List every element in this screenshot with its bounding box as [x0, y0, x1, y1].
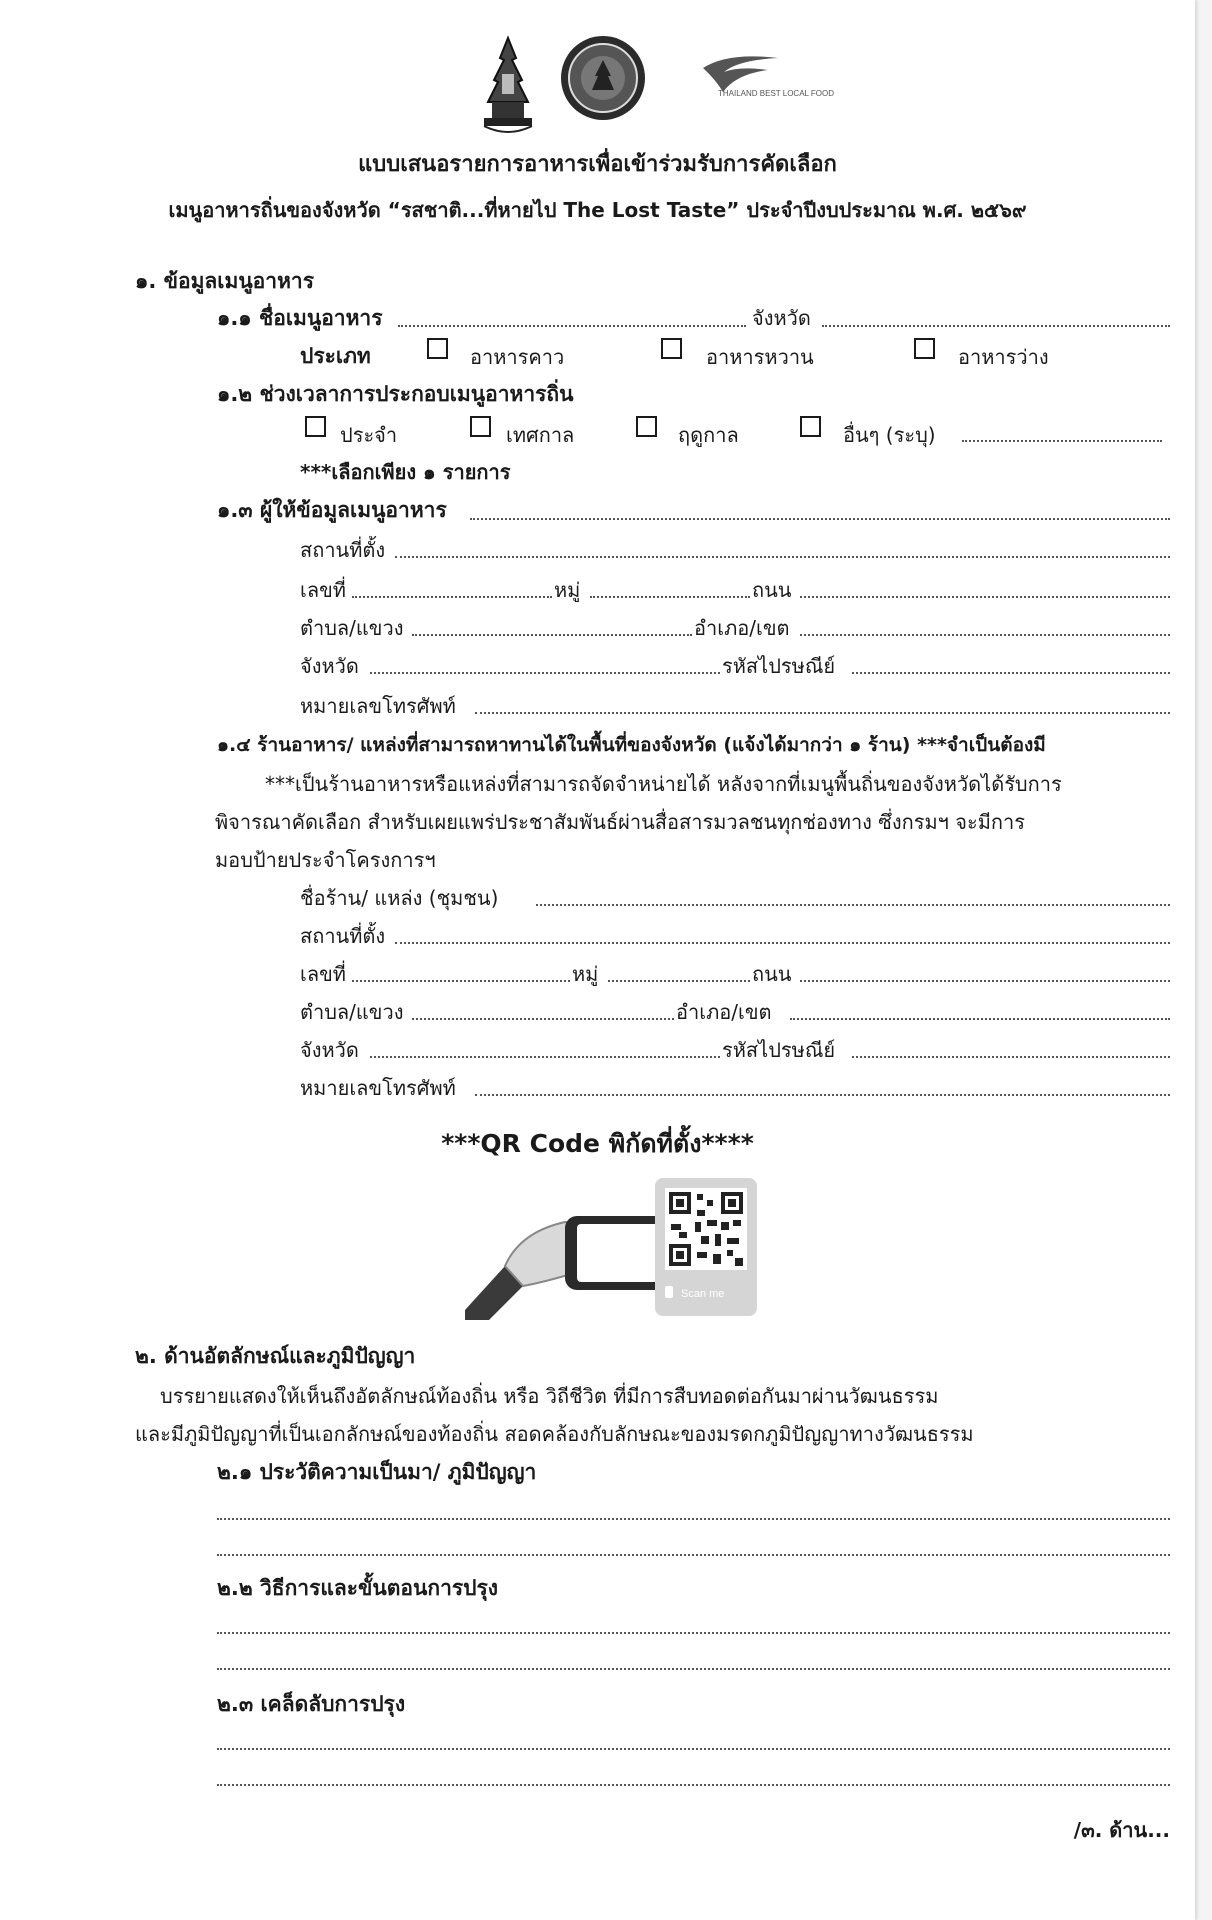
informant-field[interactable]: [470, 518, 1170, 520]
checkbox-other[interactable]: [800, 416, 821, 437]
section2-heading: ๒. ด้านอัตลักษณ์และภูมิปัญญา: [135, 1344, 416, 1368]
s13-number-field[interactable]: [352, 596, 552, 598]
s14-shop-field[interactable]: [536, 904, 1170, 906]
s13-postal-label: รหัสไปรษณีย์: [722, 654, 836, 678]
s14-phone-field[interactable]: [475, 1094, 1170, 1096]
s22-line1[interactable]: [217, 1632, 1170, 1634]
scan-me-text: Scan me: [681, 1288, 725, 1300]
s14-province-field[interactable]: [370, 1056, 720, 1058]
checkbox-savory[interactable]: [427, 338, 448, 359]
section1-heading: ๑. ข้อมูลเมนูอาหาร: [135, 269, 314, 293]
checkbox-snack[interactable]: [914, 338, 935, 359]
s13-road-field[interactable]: [800, 596, 1170, 598]
s13-location-label: สถานที่ตั้ง: [300, 538, 386, 562]
s14-subdistrict-field[interactable]: [412, 1018, 674, 1020]
s13-province-field[interactable]: [370, 672, 720, 674]
s14-location-label: สถานที่ตั้ง: [300, 924, 386, 948]
s14-label: ๑.๔ ร้านอาหาร/ แหล่งที่สามารถหาทานได้ในพื้นที่ของจังหวัด (แจ้งได้มากว่า ๑ ร้าน) ***จำเป็นต้องมี: [217, 734, 1046, 756]
s11-label: ๑.๑ ชื่อเมนูอาหาร: [217, 306, 383, 330]
s22-line2[interactable]: [217, 1668, 1170, 1670]
s13-province-label: จังหวัด: [300, 654, 359, 678]
local-food-logo-icon: [703, 56, 834, 98]
form-title: แบบเสนอรายการอาหารเพื่อเข้าร่วมรับการคัดเลือก: [358, 152, 837, 177]
type-dessert-label: อาหารหวาน: [706, 345, 814, 369]
qr-title: ***QR Code พิกัดที่ตั้ง****: [441, 1129, 754, 1158]
menu-province-field[interactable]: [822, 325, 1170, 327]
logo-text: THAILAND BEST LOCAL FOOD: [718, 89, 835, 98]
type-snack-label: อาหารว่าง: [958, 345, 1049, 369]
checkbox-season[interactable]: [636, 416, 657, 437]
qr-illustration: [465, 1170, 765, 1320]
s14-para-line1: ***เป็นร้านอาหารหรือแหล่งที่สามารถจัดจำหน่ายได้ หลังจากที่เมนูพื้นถิ่นของจังหวัดได้รับการ: [265, 772, 1062, 796]
s14-phone-label: หมายเลขโทรศัพท์: [300, 1076, 456, 1100]
s14-number-field[interactable]: [352, 980, 570, 982]
s23-line1[interactable]: [217, 1748, 1170, 1750]
s13-postal-field[interactable]: [852, 672, 1170, 674]
s13-district-field[interactable]: [800, 634, 1170, 636]
s12-label: ๑.๒ ช่วงเวลาการประกอบเมนูอาหารถิ่น: [217, 382, 574, 406]
s23-line2[interactable]: [217, 1784, 1170, 1786]
s13-location-field[interactable]: [395, 556, 1170, 558]
type-savory-label: อาหารคาว: [470, 345, 565, 369]
s22-label: ๒.๒ วิธีการและขั้นตอนการปรุง: [217, 1576, 499, 1600]
section2-para-line1: บรรยายแสดงให้เห็นถึงอัตลักษณ์ท้องถิ่น หรือ วิถีชีวิต ที่มีการสืบทอดต่อกันมาผ่านวัฒนธรรม: [160, 1384, 939, 1408]
s14-district-field[interactable]: [790, 1018, 1170, 1020]
s14-para-line3: มอบป้ายประจำโครงการฯ: [215, 848, 436, 872]
s13-label: ๑.๓ ผู้ให้ข้อมูลเมนูอาหาร: [217, 498, 447, 522]
option-festival-label: เทศกาล: [506, 423, 575, 447]
s13-phone-field[interactable]: [475, 712, 1170, 714]
s21-line2[interactable]: [217, 1554, 1170, 1556]
select-one-note: ***เลือกเพียง ๑ รายการ: [300, 460, 511, 484]
s13-subdistrict-label: ตำบล/แขวง: [300, 616, 404, 640]
s11-province-label: จังหวัด: [752, 306, 811, 330]
s14-postal-label: รหัสไปรษณีย์: [722, 1038, 836, 1062]
header-logos: [478, 30, 835, 140]
s14-road-field[interactable]: [800, 980, 1170, 982]
s14-province-label: จังหวัด: [300, 1038, 359, 1062]
s13-number-label: เลขที่: [300, 578, 346, 602]
s14-location-field[interactable]: [395, 942, 1170, 944]
type-label: ประเภท: [300, 344, 371, 368]
hand-phone-qr-icon: [465, 1170, 765, 1320]
logo-group: [478, 30, 835, 140]
s14-district-label: อำเภอ/เขต: [676, 1000, 772, 1024]
s23-label: ๒.๓ เคล็ดลับการปรุง: [217, 1692, 406, 1716]
s14-road-label: ถนน: [752, 962, 792, 986]
s14-shop-label: ชื่อร้าน/ แหล่ง (ชุมชน): [300, 886, 499, 910]
checkbox-regular[interactable]: [305, 416, 326, 437]
checkbox-festival[interactable]: [470, 416, 491, 437]
continue-note: /๓. ด้าน...: [1073, 1818, 1170, 1842]
section2-para-line2: และมีภูมิปัญญาที่เป็นเอกลักษณ์ของท้องถิ่น สอดคล้องกับลักษณะของมรดกภูมิปัญญาทางวัฒนธรรม: [135, 1422, 974, 1446]
s13-district-label: อำเภอ/เขต: [694, 616, 790, 640]
s14-moo-label: หมู่: [572, 962, 599, 986]
option-other-label: อื่นๆ (ระบุ): [843, 423, 936, 447]
ministry-emblem-icon: [484, 38, 532, 132]
s14-number-label: เลขที่: [300, 962, 346, 986]
s13-moo-label: หมู่: [554, 578, 581, 602]
s13-subdistrict-field[interactable]: [412, 634, 692, 636]
form-subtitle: เมนูอาหารถิ่นของจังหวัด “รสชาติ...ที่หายไป The Lost Taste” ประจำปีงบประมาณ พ.ศ. ๒๕๖๙: [168, 198, 1027, 222]
s13-road-label: ถนน: [752, 578, 792, 602]
s14-para-line2: พิจารณาคัดเลือก สำหรับเผยแพร่ประชาสัมพันธ์ผ่านสื่อสารมวลชนทุกช่องทาง ซึ่งกรมฯ จะมีการ: [215, 810, 1025, 834]
s21-label: ๒.๑ ประวัติความเป็นมา/ ภูมิปัญญา: [217, 1460, 537, 1484]
option-season-label: ฤดูกาล: [678, 423, 739, 447]
s14-subdistrict-label: ตำบล/แขวง: [300, 1000, 404, 1024]
s13-moo-field[interactable]: [590, 596, 750, 598]
department-seal-icon: [561, 36, 645, 120]
s14-moo-field[interactable]: [608, 980, 750, 982]
menu-name-field[interactable]: [398, 325, 746, 327]
s13-phone-label: หมายเลขโทรศัพท์: [300, 694, 456, 718]
option-regular-label: ประจำ: [340, 423, 398, 447]
other-specify-field[interactable]: [962, 440, 1162, 442]
s21-line1[interactable]: [217, 1518, 1170, 1520]
checkbox-dessert[interactable]: [661, 338, 682, 359]
s14-postal-field[interactable]: [852, 1056, 1170, 1058]
